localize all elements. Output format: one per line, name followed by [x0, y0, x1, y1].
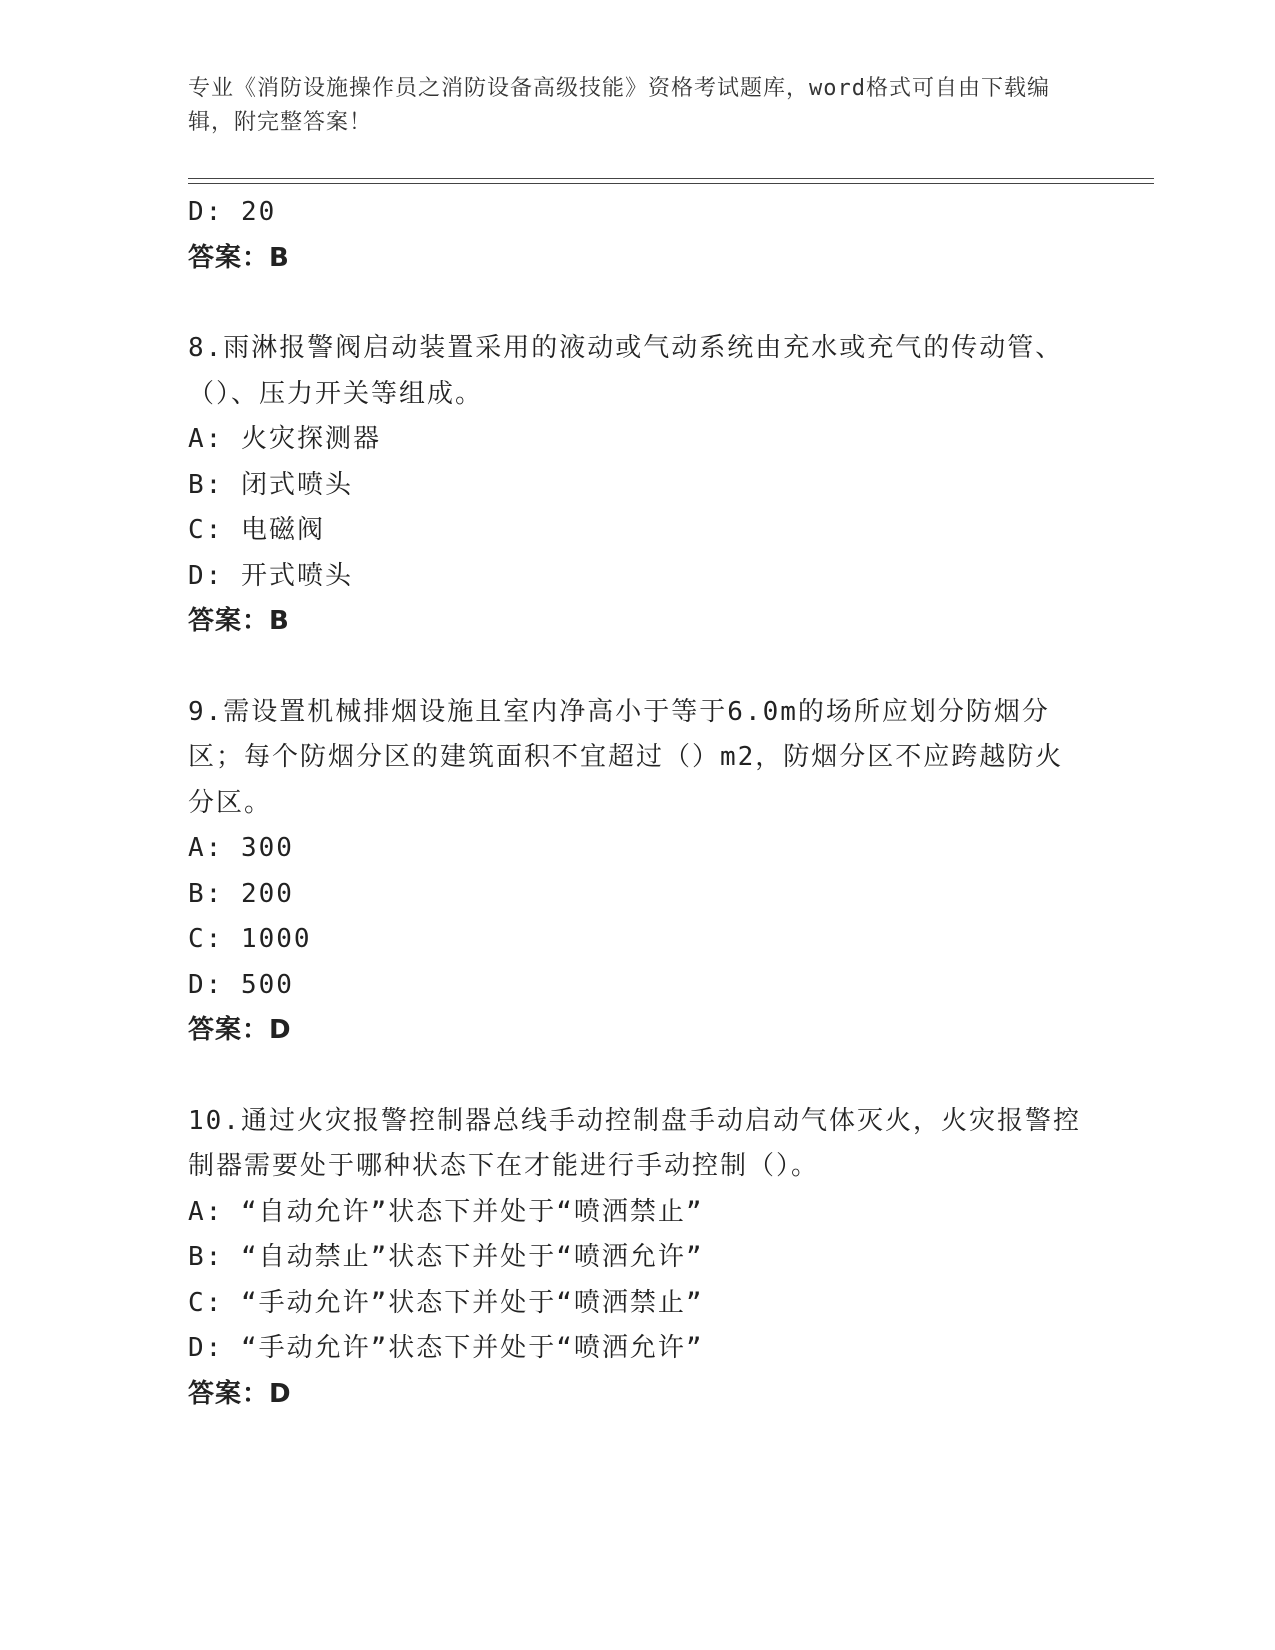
answer: 答案：D — [188, 1015, 292, 1045]
question-8 — [188, 326, 1088, 645]
option-d: D: 开式喷头 — [188, 560, 353, 591]
document-header: 专业《消防设施操作员之消防设备高级技能》资格考试题库，word格式可自由下载编辑，附完整答案！ — [188, 76, 1050, 135]
option-c: C: “手动允许”状态下并处于“喷洒禁止” — [188, 1287, 704, 1318]
option-c: C: 1000 — [188, 924, 312, 954]
option-a: A: 300 — [188, 833, 294, 863]
question-text: 10.通过火灾报警控制器总线手动控制盘手动启动气体灭火，火灾报警控制器需要处于哪种状态下在才能进行手动控制（）。 — [188, 1105, 1081, 1181]
header-divider — [188, 178, 1154, 184]
prev-option-d: D: 20 — [188, 197, 277, 227]
question-10 — [188, 1099, 1088, 1418]
question-9 — [188, 690, 1088, 1054]
option-a: A: “自动允许”状态下并处于“喷洒禁止” — [188, 1196, 704, 1227]
answer: 答案：D — [188, 1378, 292, 1409]
option-d: D: “手动允许”状态下并处于“喷洒允许” — [188, 1333, 704, 1363]
option-b: B: “自动禁止”状态下并处于“喷洒允许” — [188, 1242, 704, 1272]
option-c: C: 电磁阀 — [188, 515, 325, 545]
option-d: D: 500 — [188, 969, 294, 1000]
option-b: B: 200 — [188, 878, 294, 909]
question-text: 8.雨淋报警阀启动装置采用的液动或气动系统由充水或充气的传动管、（）、压力开关等组成。 — [188, 333, 1064, 409]
question-content — [188, 190, 1088, 1417]
option-b: B: 闭式喷头 — [188, 469, 353, 500]
answer: 答案：B — [188, 606, 290, 636]
question-text: 9.需设置机械排烟设施且室内净高小于等于6.0m的场所应划分防烟分区；每个防烟分区的建筑面积不宜超过（）m2，防烟分区不应跨越防火分区。 — [188, 696, 1064, 818]
option-a: A: 火灾探测器 — [188, 424, 381, 454]
prev-answer: 答案：B — [188, 242, 290, 273]
